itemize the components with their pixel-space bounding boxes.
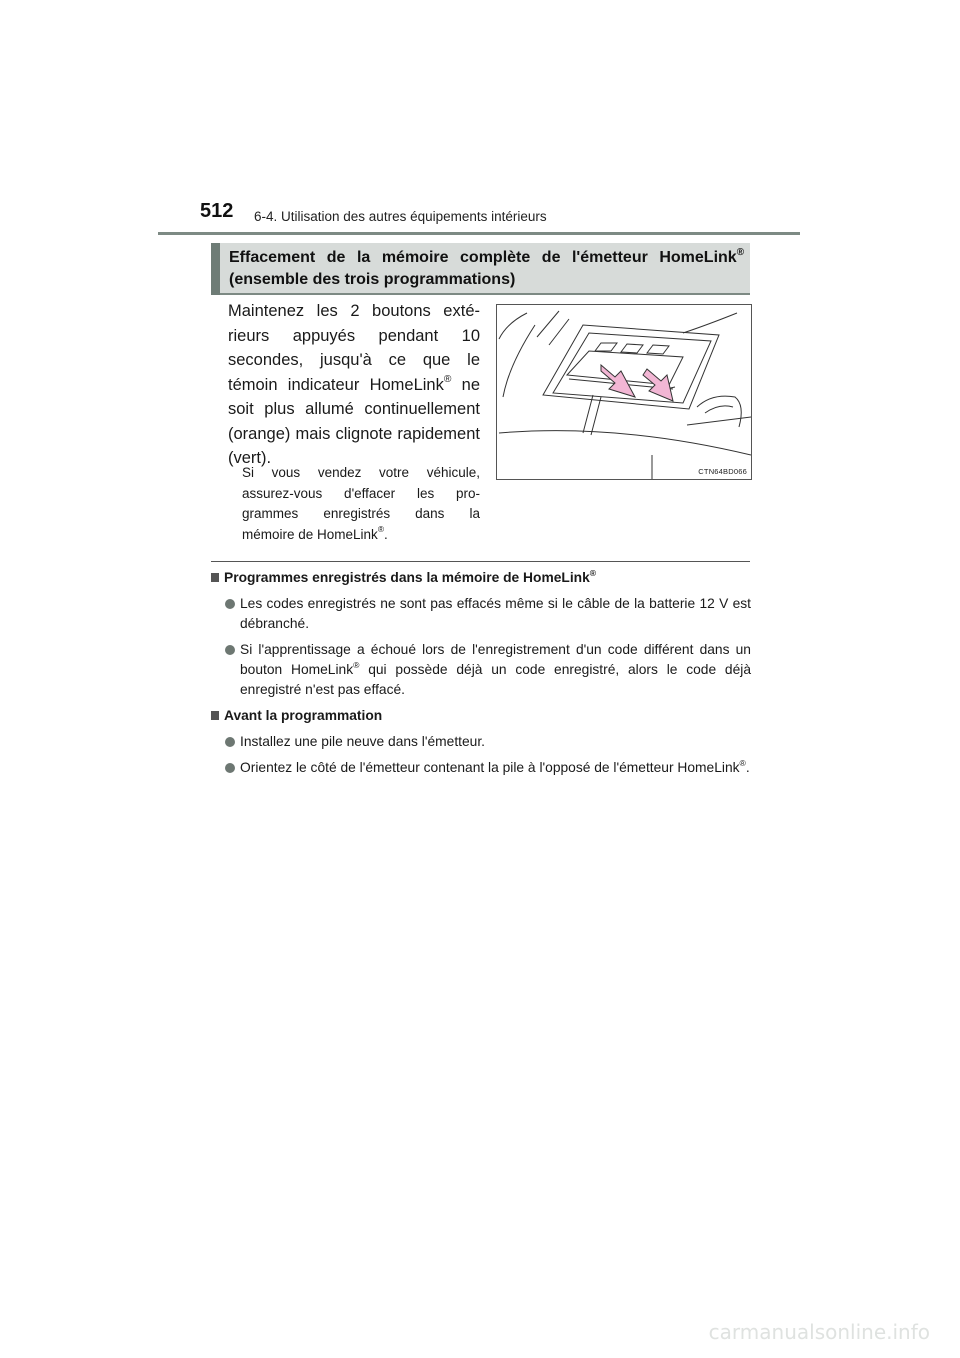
header-rule xyxy=(158,232,800,235)
bullet-text: Installez une pile neuve dans l'émetteur. xyxy=(240,734,486,749)
bullet-text-after: . xyxy=(745,760,750,775)
section-divider xyxy=(211,561,750,562)
registered-mark: ® xyxy=(736,246,744,258)
title-accent-bar xyxy=(211,243,220,295)
section-title xyxy=(229,247,744,291)
instruction-paragraph xyxy=(228,299,480,471)
note-line: Si vous vendez votre véhicule, xyxy=(242,465,480,480)
section-title-box xyxy=(211,243,750,295)
note-end: . xyxy=(383,526,388,542)
round-bullet-icon xyxy=(225,737,235,747)
registered-mark: ® xyxy=(739,757,746,768)
title-line-1: Effacement de la mémoire complète de l'émetteur HomeLink xyxy=(229,249,737,266)
bullet-text: Si l'apprentissage a échoué lors de l'enregistrement d'un code différent dans un bouton HomeLink xyxy=(240,642,751,677)
round-bullet-icon xyxy=(225,645,235,655)
instruction-line xyxy=(228,373,480,398)
figure-code: CTN64BD066 xyxy=(698,467,747,476)
subsection-heading xyxy=(211,568,751,588)
note-line-text: mémoire de HomeLink xyxy=(242,526,378,542)
instruction-line: soit plus allumé continuellement xyxy=(228,400,480,418)
watermark: carmanualsonline.info xyxy=(708,1320,930,1344)
round-bullet-icon xyxy=(225,599,235,609)
note-line: grammes enregistrés dans la xyxy=(242,506,480,521)
instruction-line: Maintenez les 2 boutons exté- xyxy=(228,302,480,320)
page-number: 512 xyxy=(200,200,234,222)
bullet-text-after: qui possède déjà un code enregistré, alors le code déjà enregistré n'est pas effacé. xyxy=(240,662,751,697)
square-bullet-icon xyxy=(211,573,219,582)
bullet-item xyxy=(211,732,751,752)
subsection-heading-text: Avant la programmation xyxy=(224,708,383,723)
section-header: 6-4. Utilisation des autres équipements intérieurs xyxy=(254,209,547,224)
bullet-item xyxy=(211,758,751,778)
note-line xyxy=(242,525,480,546)
title-line-2: (ensemble des trois programmations) xyxy=(229,271,516,288)
round-bullet-icon xyxy=(225,763,235,773)
instruction-line-suffix: ne xyxy=(451,375,480,394)
homelink-illustration xyxy=(496,304,752,480)
registered-mark: ® xyxy=(353,659,360,670)
bullet-text: Les codes enregistrés ne sont pas effacés même si le câble de la batterie 12 V est débranché. xyxy=(240,596,751,631)
overhead-console-drawing xyxy=(497,305,751,479)
instruction-line: (orange) mais clignote rapidement xyxy=(228,424,480,443)
instruction-line: secondes, jusqu'à ce que le xyxy=(228,351,480,369)
bullet-item xyxy=(211,594,751,634)
subsection-heading xyxy=(211,706,751,726)
square-bullet-icon xyxy=(211,711,219,720)
registered-mark: ® xyxy=(443,373,452,385)
instruction-line: (vert). xyxy=(228,449,272,467)
bullet-item xyxy=(211,640,751,700)
instruction-line-text: témoin indicateur HomeLink xyxy=(228,375,444,394)
note-line: assurez-vous d'effacer les pro- xyxy=(242,485,480,501)
registered-mark: ® xyxy=(377,524,384,535)
notes-section xyxy=(211,568,751,784)
bullet-text: Orientez le côté de l'émetteur contenant la pile à l'opposé de l'émetteur HomeLink xyxy=(240,760,740,775)
instruction-line: rieurs appuyés pendant 10 xyxy=(228,326,480,345)
registered-mark: ® xyxy=(589,567,597,578)
note-paragraph xyxy=(242,463,480,545)
subsection-heading-text: Programmes enregistrés dans la mémoire de HomeLink xyxy=(224,570,590,585)
